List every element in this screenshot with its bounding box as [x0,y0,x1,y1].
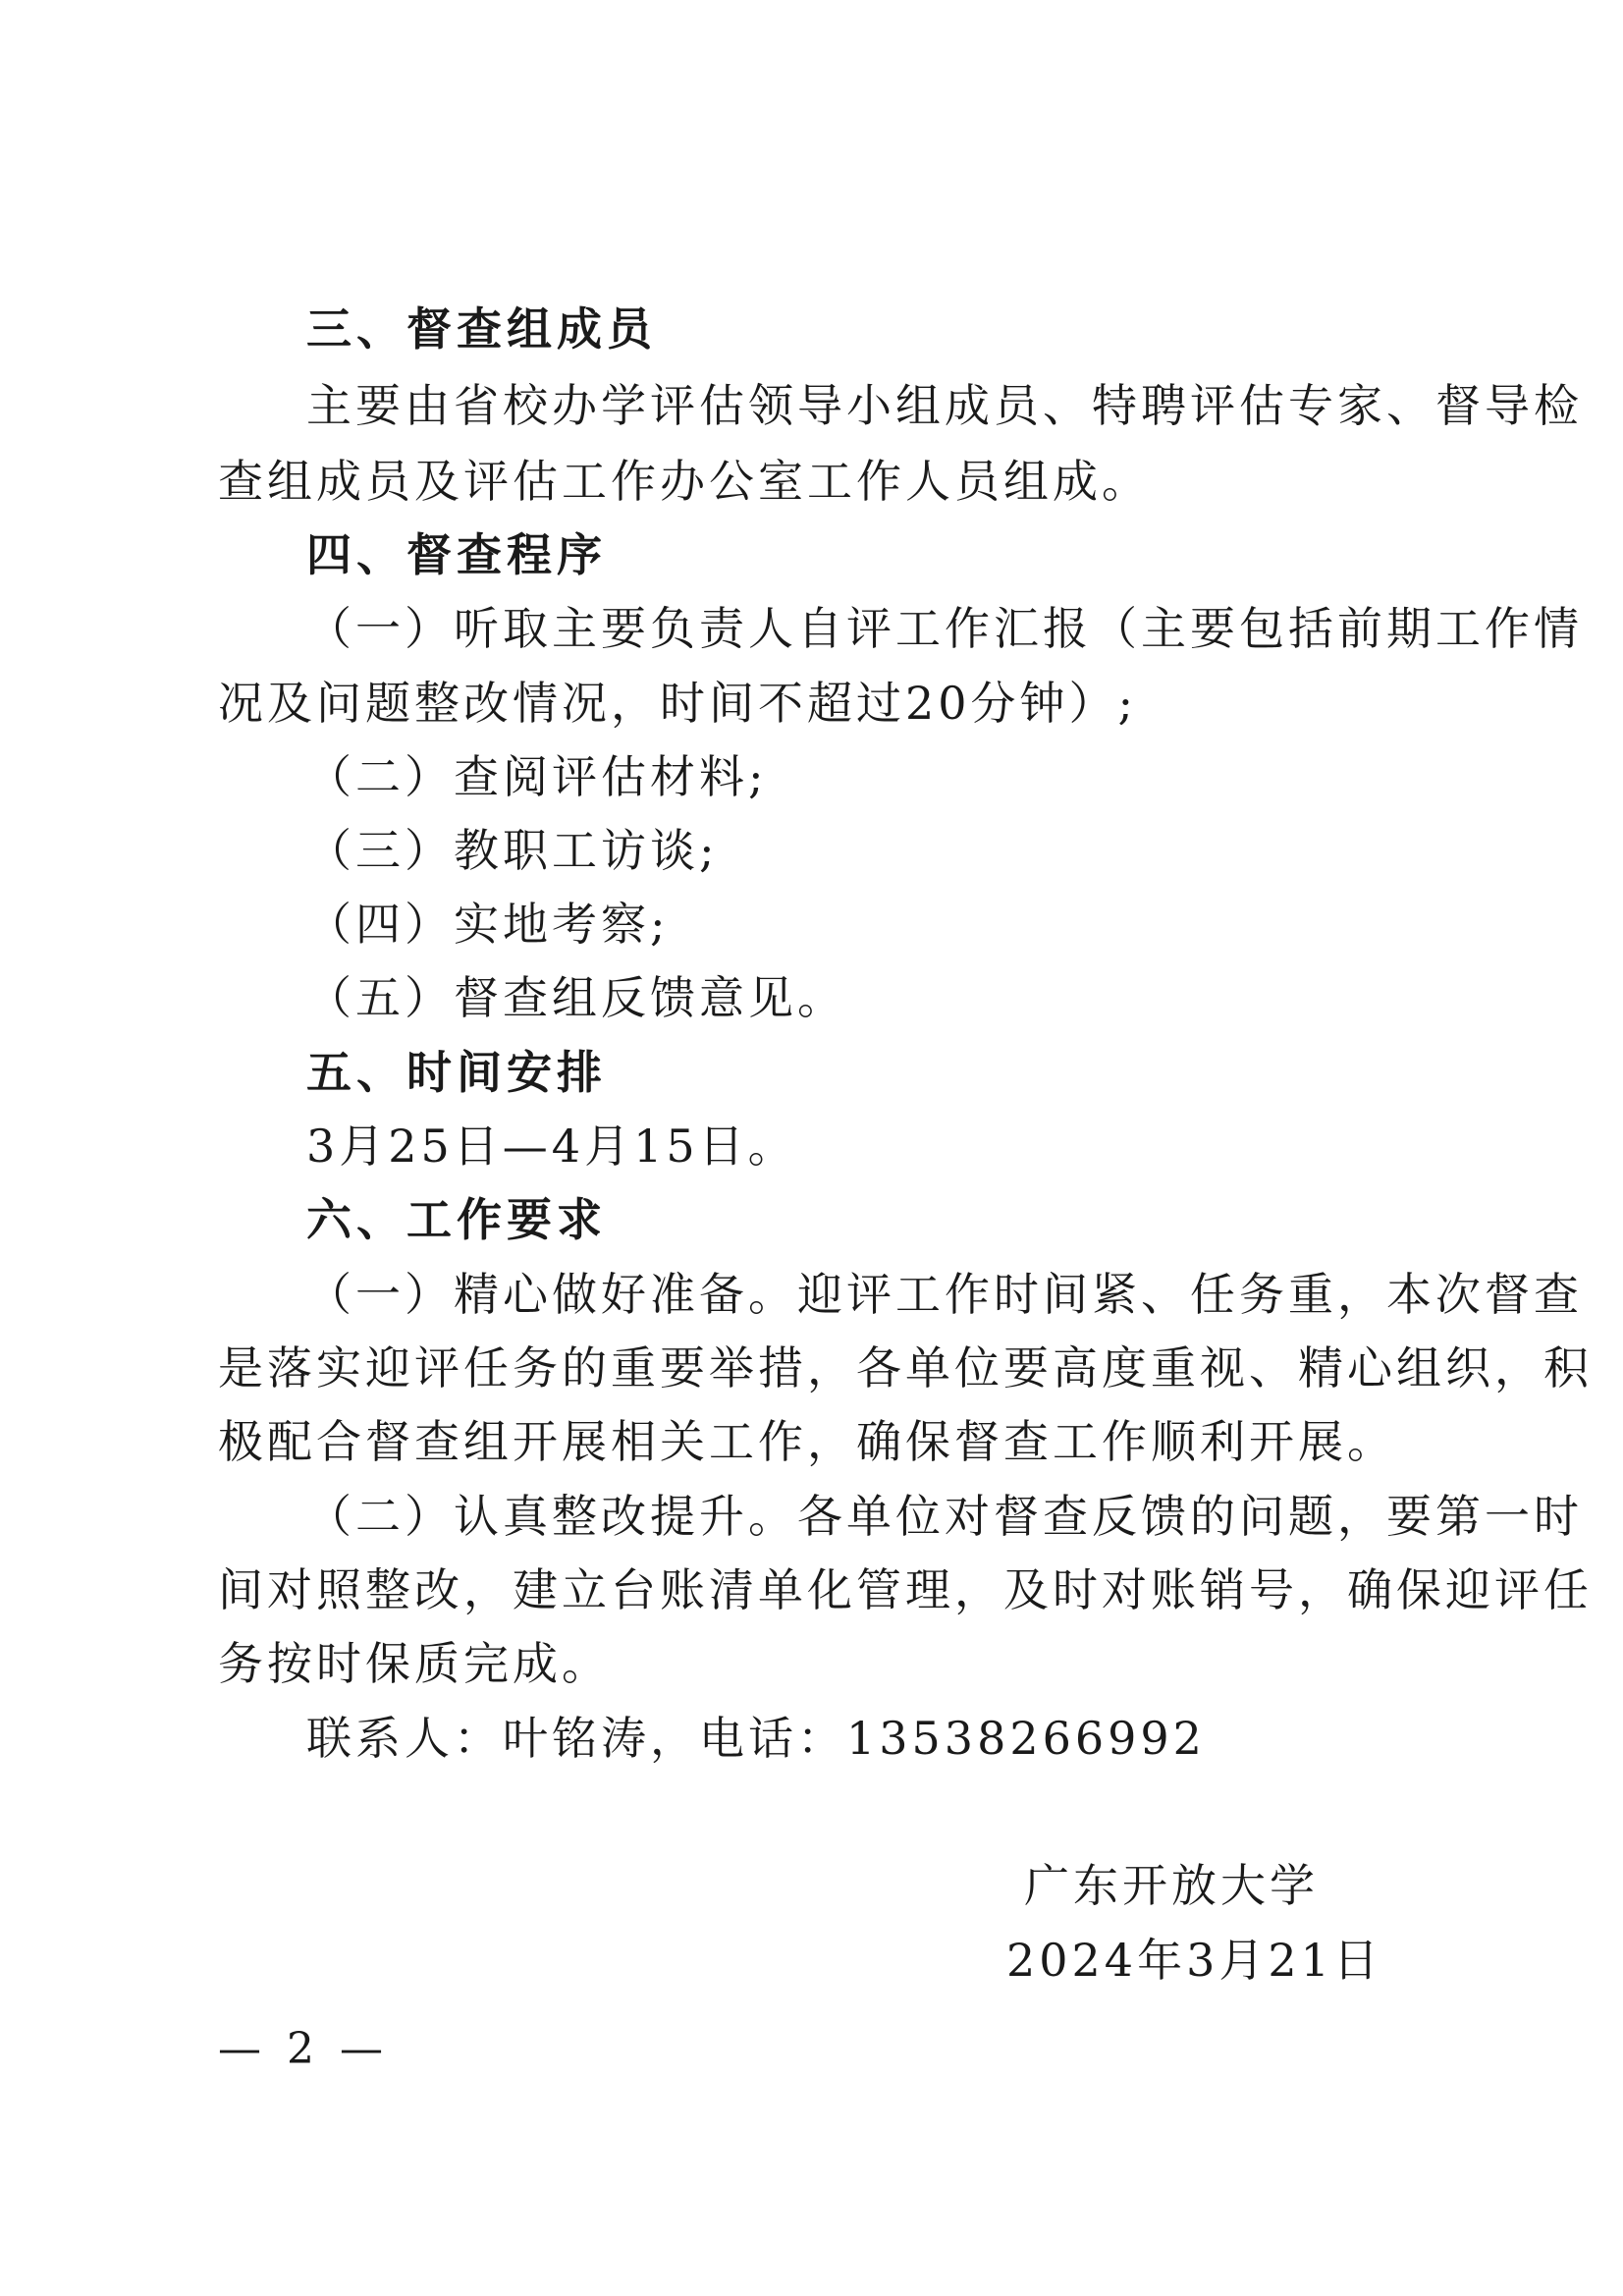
section-heading-6: 六、工作要求 [306,1193,607,1246]
paragraph-line: 极配合督查组开展相关工作，确保督查工作顺利开展。 [218,1415,1396,1468]
paragraph-line: 3月25日—4月15日。 [306,1120,797,1173]
signature-date: 2024年3月21日 [1006,1934,1382,1987]
list-item: （五）督查组反馈意见。 [306,971,846,1024]
paragraph-line: （二）认真整改提升。各单位对督查反馈的问题，要第一时 [306,1490,1583,1543]
list-item: （四）实地考察; [306,898,670,951]
contact-line: 联系人：叶铭涛，电话：13538266992 [306,1712,1206,1765]
section-heading-5: 五、时间安排 [306,1046,607,1099]
section-heading-3: 三、督查组成员 [306,302,657,355]
section-heading-4: 四、督查程序 [306,528,607,581]
list-item: （三）教职工访谈; [306,824,719,877]
paragraph-line: 况及问题整改情况，时间不超过20分钟）; [218,677,1138,730]
paragraph-line: （一）听取主要负责人自评工作汇报（主要包括前期工作情 [306,602,1583,655]
paragraph-line: 查组成员及评估工作办公室工作人员组成。 [218,455,1151,508]
paragraph-line: （一）精心做好准备。迎评工作时间紧、任务重，本次督查 [306,1268,1583,1321]
paragraph-line: 主要由省校办学评估领导小组成员、特聘评估专家、督导检 [306,379,1583,432]
paragraph-line: 间对照整改，建立台账清单化管理，及时对账销号，确保迎评任 [218,1563,1593,1616]
list-item: （二）查阅评估材料; [306,750,768,803]
paragraph-line: 是落实迎评任务的重要举措，各单位要高度重视、精心组织，积 [218,1341,1593,1394]
paragraph-line: 务按时保质完成。 [218,1637,611,1690]
page-number: — 2 — [218,2024,389,2074]
signature-organization: 广东开放大学 [1024,1859,1319,1912]
